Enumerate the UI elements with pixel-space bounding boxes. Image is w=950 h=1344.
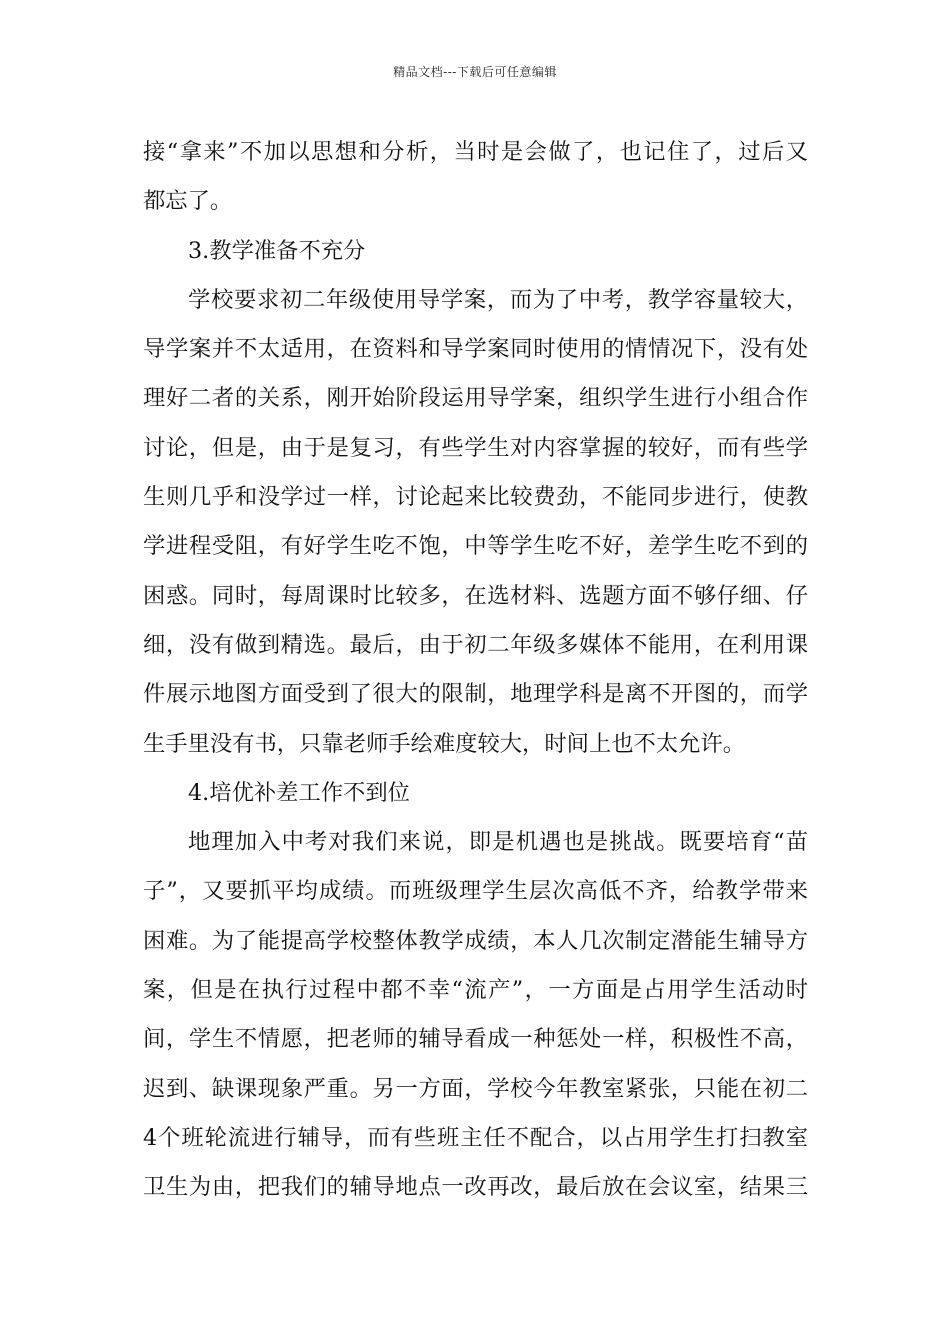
paragraph-line: 卫生为由，把我们的辅导地点一改再改，最后放在会议室，结果三 bbox=[143, 1174, 808, 1201]
paragraph-line: 导学案并不太适用，在资料和导学案同时使用的情情况下，没有处 bbox=[143, 336, 808, 363]
document-body bbox=[143, 128, 808, 1213]
paragraph-line: 地理加入中考对我们来说，即是机遇也是挑战。既要培育“苗 bbox=[188, 829, 808, 856]
paragraph-line: 困难。为了能提高学校整体教学成绩，本人几次制定潜能生辅导方 bbox=[143, 927, 808, 954]
paragraph-line: 细，没有做到精选。最后，由于初二年级多媒体不能用，在利用课 bbox=[143, 631, 808, 658]
section-heading: 4.培优补差工作不到位 bbox=[188, 779, 410, 806]
paragraph-line: 案，但是在执行过程中都不幸“流产”，一方面是占用学生活动时 bbox=[143, 977, 808, 1004]
paragraph-line: 间，学生不情愿，把老师的辅导看成一种惩处一样，积极性不高， bbox=[143, 1026, 808, 1053]
paragraph-line: 理好二者的关系，刚开始阶段运用导学案，组织学生进行小组合作 bbox=[143, 385, 808, 412]
paragraph-line: 件展示地图方面受到了很大的限制，地理学科是离不开图的，而学 bbox=[143, 681, 808, 708]
paragraph-line: 都忘了。 bbox=[143, 188, 233, 215]
paragraph-line: 生手里没有书，只靠老师手绘难度较大，时间上也不太允许。 bbox=[143, 730, 746, 757]
paragraph-line: 学校要求初二年级使用导学案，而为了中考，教学容量较大， bbox=[188, 286, 808, 313]
paragraph-line: 4个班轮流进行辅导，而有些班主任不配合，以占用学生打扫教室 bbox=[143, 1124, 808, 1151]
paragraph-line: 学进程受阻，有好学生吃不饱，中等学生吃不好，差学生吃不到的 bbox=[143, 533, 808, 560]
paragraph-line: 接“拿来”不加以思想和分析，当时是会做了，也记住了，过后又 bbox=[143, 139, 808, 165]
page-header: 精品文档---下载后可任意编辑 bbox=[393, 65, 557, 79]
paragraph-line: 困惑。同时，每周课时比较多，在选材料、选题方面不够仔细、仔 bbox=[143, 582, 808, 609]
section-heading: 3.教学准备不充分 bbox=[188, 237, 366, 264]
paragraph-line: 迟到、缺课现象严重。另一方面，学校今年教室紧张，只能在初二 bbox=[143, 1075, 808, 1102]
paragraph-line: 子”，又要抓平均成绩。而班级理学生层次高低不齐，给教学带来 bbox=[143, 878, 808, 905]
paragraph-line: 讨论，但是，由于是复习，有些学生对内容掌握的较好，而有些学 bbox=[143, 434, 808, 461]
paragraph-line: 生则几乎和没学过一样，讨论起来比较费劲，不能同步进行，使教 bbox=[143, 484, 808, 511]
